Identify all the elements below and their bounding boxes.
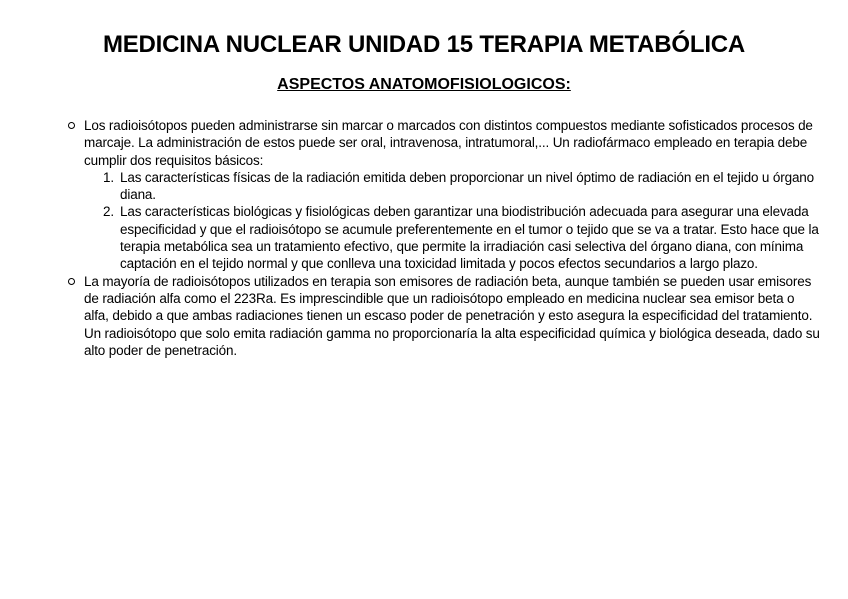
- hollow-bullet-icon: [68, 122, 75, 129]
- numbered-list-item: [84, 203, 822, 272]
- list-item-text: Las características biológicas y fisiológicas deben garantizar una biodistribución adecuada para asegurar una elevada especificidad y que el radioisótopo se acumule preferentemente en el tumor o tejido que se va a tratar. Esto hace que la terapia metabólica sea un tratamiento efectivo, que permite la irradiación casi selectiva del órgano diana, con mínima captación en el tejido normal y que conlleva una toxicidad limitada y pocos efectos secundarios a largo plazo.: [120, 204, 819, 272]
- list-number: 2.: [103, 204, 114, 220]
- bullet-item: [68, 273, 822, 359]
- section-heading: ASPECTOS ANATOMOFISIOLOGICOS:: [277, 76, 571, 93]
- numbered-list: [84, 169, 822, 273]
- bullet-item: [68, 117, 822, 273]
- bullet-text: La mayoría de radioisótopos utilizados en terapia son emisores de radiación beta, aunque también se pueden usar emisores de radiación alfa como el 223Ra. Es imprescindible que un radioisótopo empleado en medicina nuclear sea emisor beta o alfa, debido a que ambas radiaciones tienen un escaso poder de penetración y esto asegura la especificidad del tratamiento. Un radioisótopo que solo emita radiación gamma no proporcionaría la alta especificidad química y biológica deseada, dado su alto poder de penetración.: [84, 273, 820, 358]
- document-body: [68, 117, 822, 359]
- hollow-bullet-icon: [68, 278, 75, 285]
- bullet-text: Los radioisótopos pueden administrarse sin marcar o marcados con distintos compuestos mediante sofisticados procesos de marcaje. La administración de estos puede ser oral, intravenosa, intratumoral,... Un radiofármaco empleado en terapia debe cumplir dos requisitos básicos:: [84, 118, 813, 168]
- page-title: MEDICINA NUCLEAR UNIDAD 15 TERAPIA METABÓLICA: [102, 31, 746, 58]
- list-number: 1.: [103, 169, 114, 185]
- list-item-text: Las características físicas de la radiación emitida deben proporcionar un nivel óptimo de radiación en el tejido u órgano diana.: [120, 169, 815, 203]
- numbered-list-item: [84, 169, 822, 204]
